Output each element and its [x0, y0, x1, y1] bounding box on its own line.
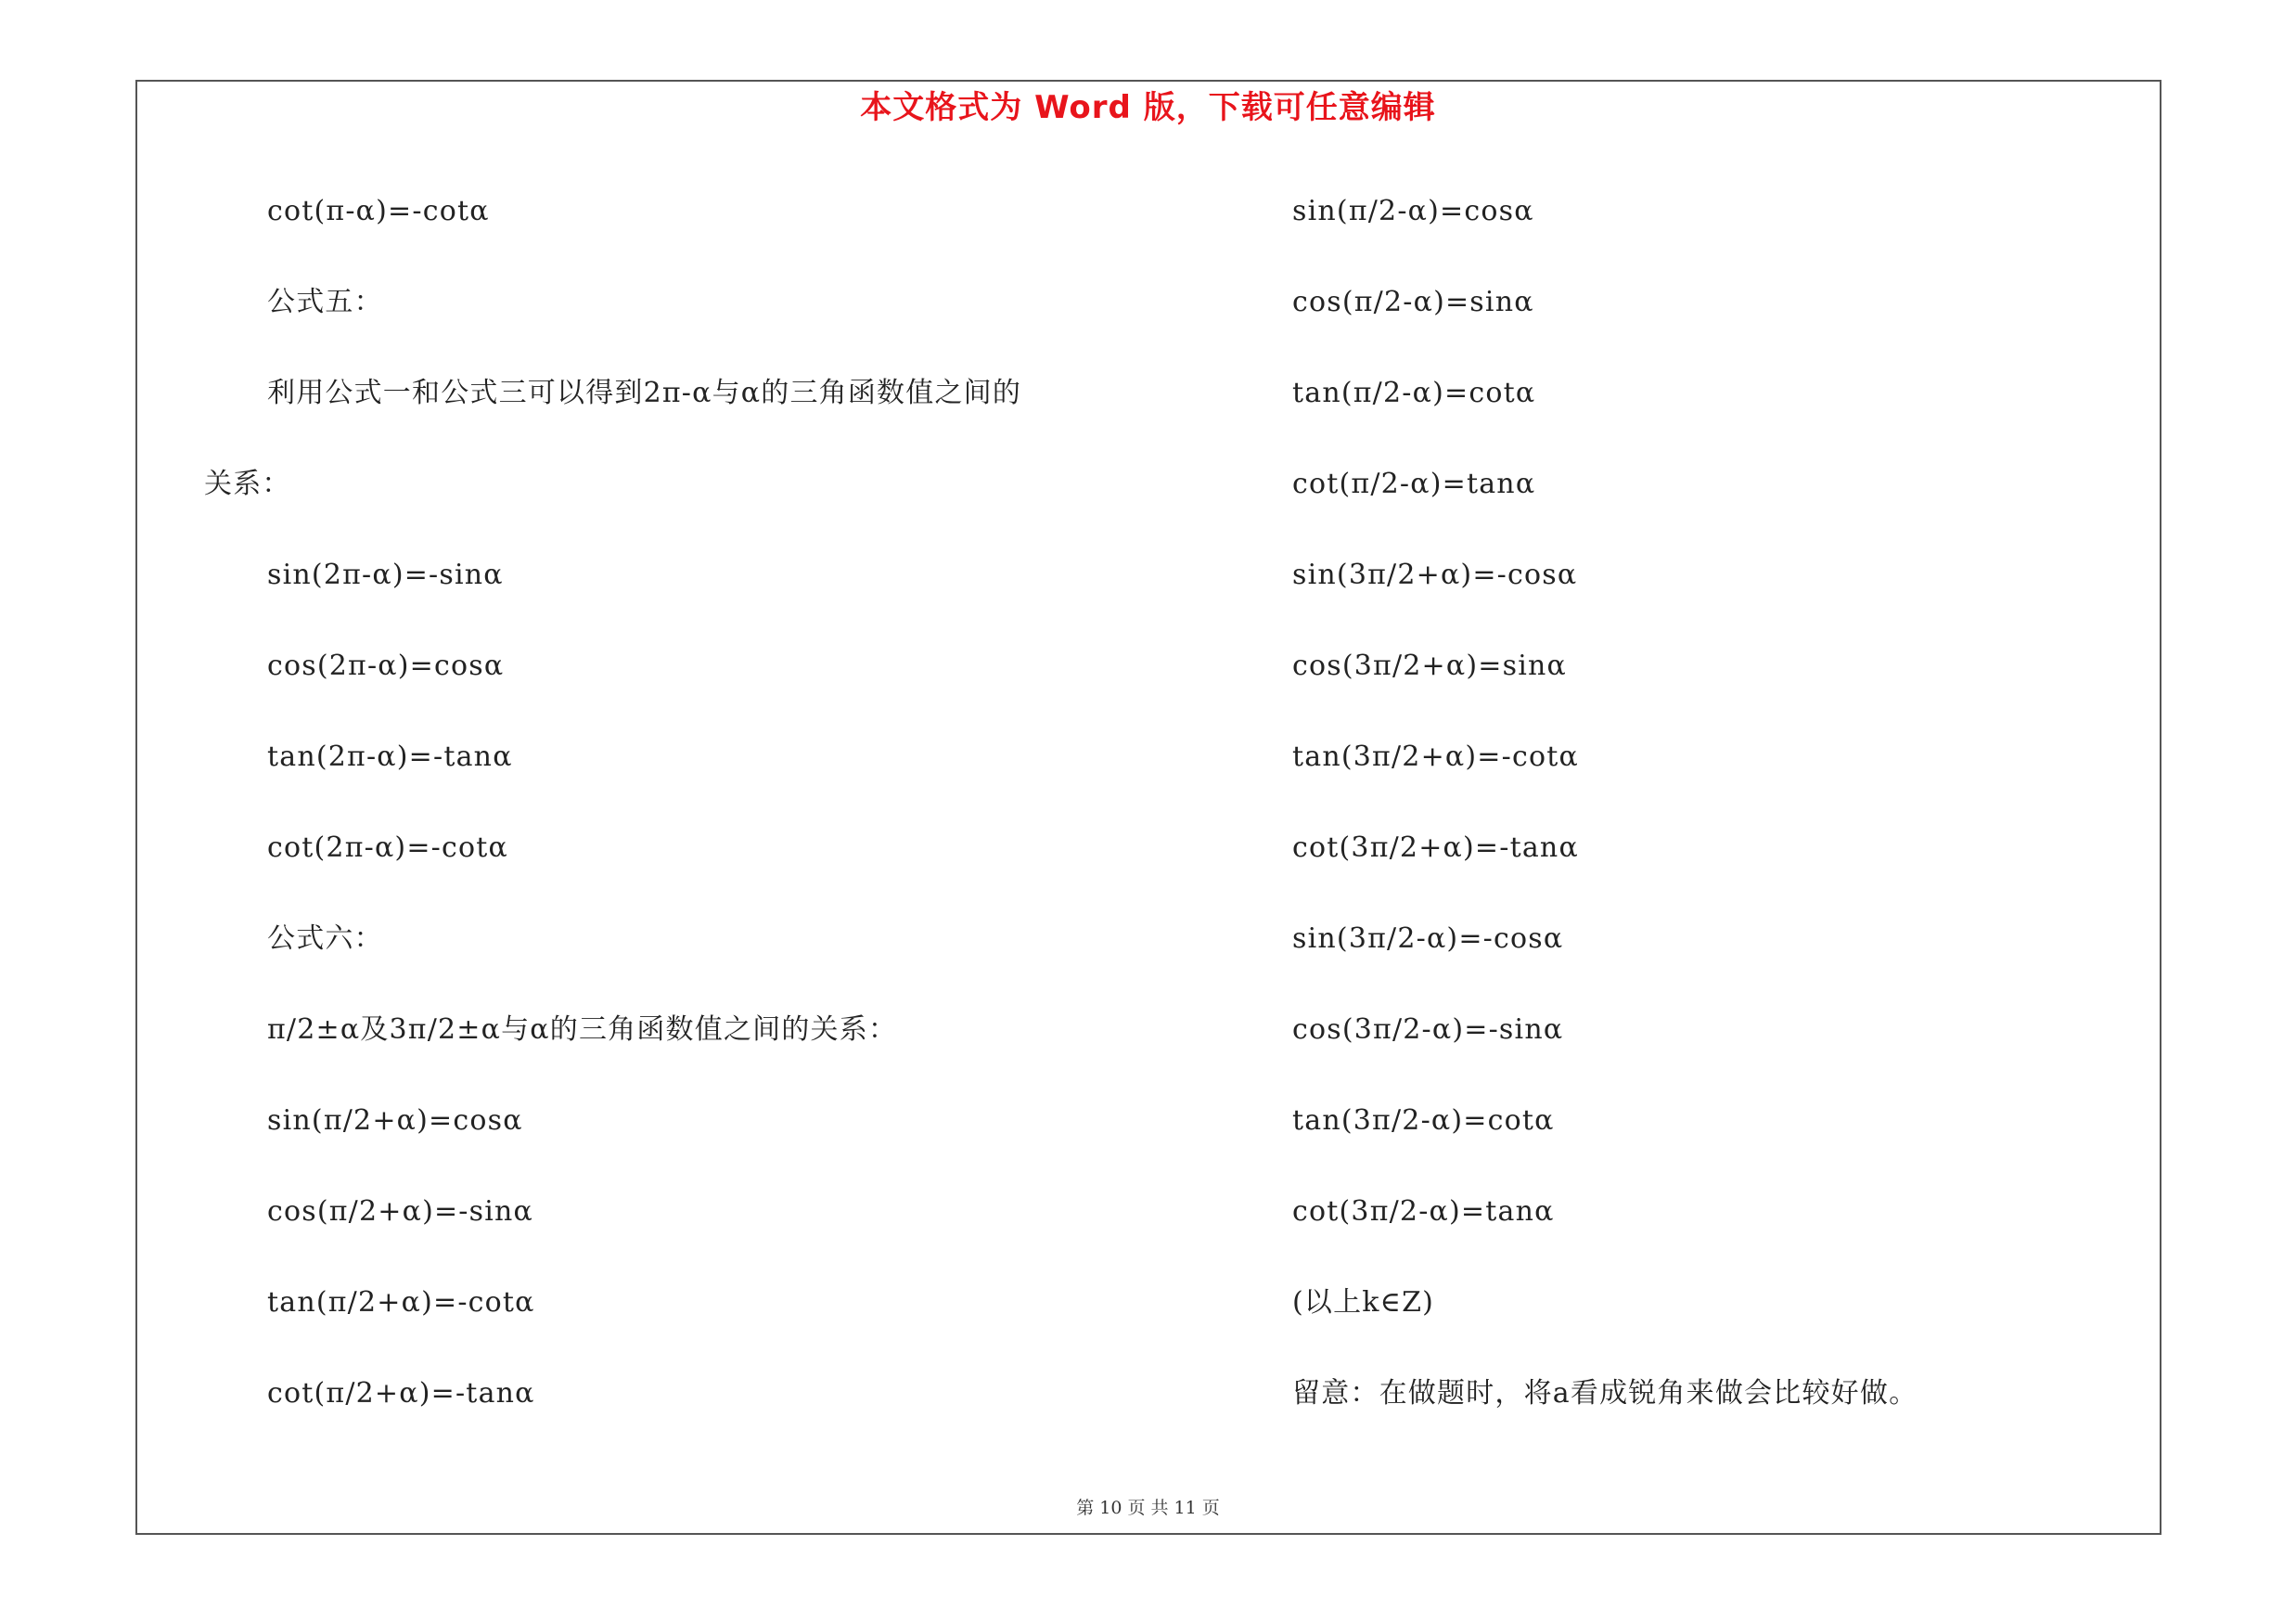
right-line: tan(3π/2+α)=-cotα — [1292, 741, 1579, 773]
left-line: tan(π/2+α)=-cotα — [267, 1286, 535, 1319]
page-number-footer: 第 10 页 共 11 页 — [1076, 1498, 1220, 1518]
left-line: cot(π-α)=-cotα — [267, 195, 490, 227]
right-line: cot(3π/2-α)=tanα — [1292, 1195, 1555, 1228]
left-line: sin(π/2+α)=cosα — [267, 1104, 523, 1137]
left-line: 公式五： — [267, 286, 383, 318]
right-line: cot(π/2-α)=tanα — [1292, 468, 1536, 500]
left-line: π/2±α及3π/2±α与α的三角函数值之间的关系： — [267, 1013, 898, 1046]
left-line: tan(2π-α)=-tanα — [267, 741, 513, 773]
left-line: cos(2π-α)=cosα — [267, 650, 505, 682]
right-line: (以上k∈Z) — [1292, 1286, 1435, 1319]
right-line: cos(3π/2+α)=sinα — [1292, 650, 1567, 682]
right-line: sin(π/2-α)=cosα — [1292, 195, 1534, 227]
left-line: cot(2π-α)=-cotα — [267, 831, 508, 864]
right-line: cos(3π/2-α)=-sinα — [1292, 1013, 1564, 1046]
left-line: 关系： — [204, 468, 291, 500]
word-format-banner: 本文格式为 Word 版，下载可任意编辑 — [860, 89, 1436, 126]
left-column — [204, 184, 1206, 1457]
left-line: sin(2π-α)=-sinα — [267, 559, 504, 591]
right-line: sin(3π/2+α)=-cosα — [1292, 559, 1578, 591]
right-line: 留意：在做题时，将a看成锐角来做会比较好做。 — [1292, 1377, 1918, 1410]
right-line: tan(3π/2-α)=cotα — [1292, 1104, 1555, 1137]
right-line: tan(π/2-α)=cotα — [1292, 377, 1536, 409]
right-line: sin(3π/2-α)=-cosα — [1292, 922, 1564, 955]
right-line: cos(π/2-α)=sinα — [1292, 286, 1534, 318]
left-line: 公式六： — [267, 922, 383, 955]
right-line: cot(3π/2+α)=-tanα — [1292, 831, 1579, 864]
right-column — [1292, 184, 2090, 1457]
left-line: cos(π/2+α)=-sinα — [267, 1195, 534, 1228]
left-line: 利用公式一和公式三可以得到2π-α与α的三角函数值之间的 — [267, 377, 1022, 409]
left-line: cot(π/2+α)=-tanα — [267, 1377, 535, 1410]
